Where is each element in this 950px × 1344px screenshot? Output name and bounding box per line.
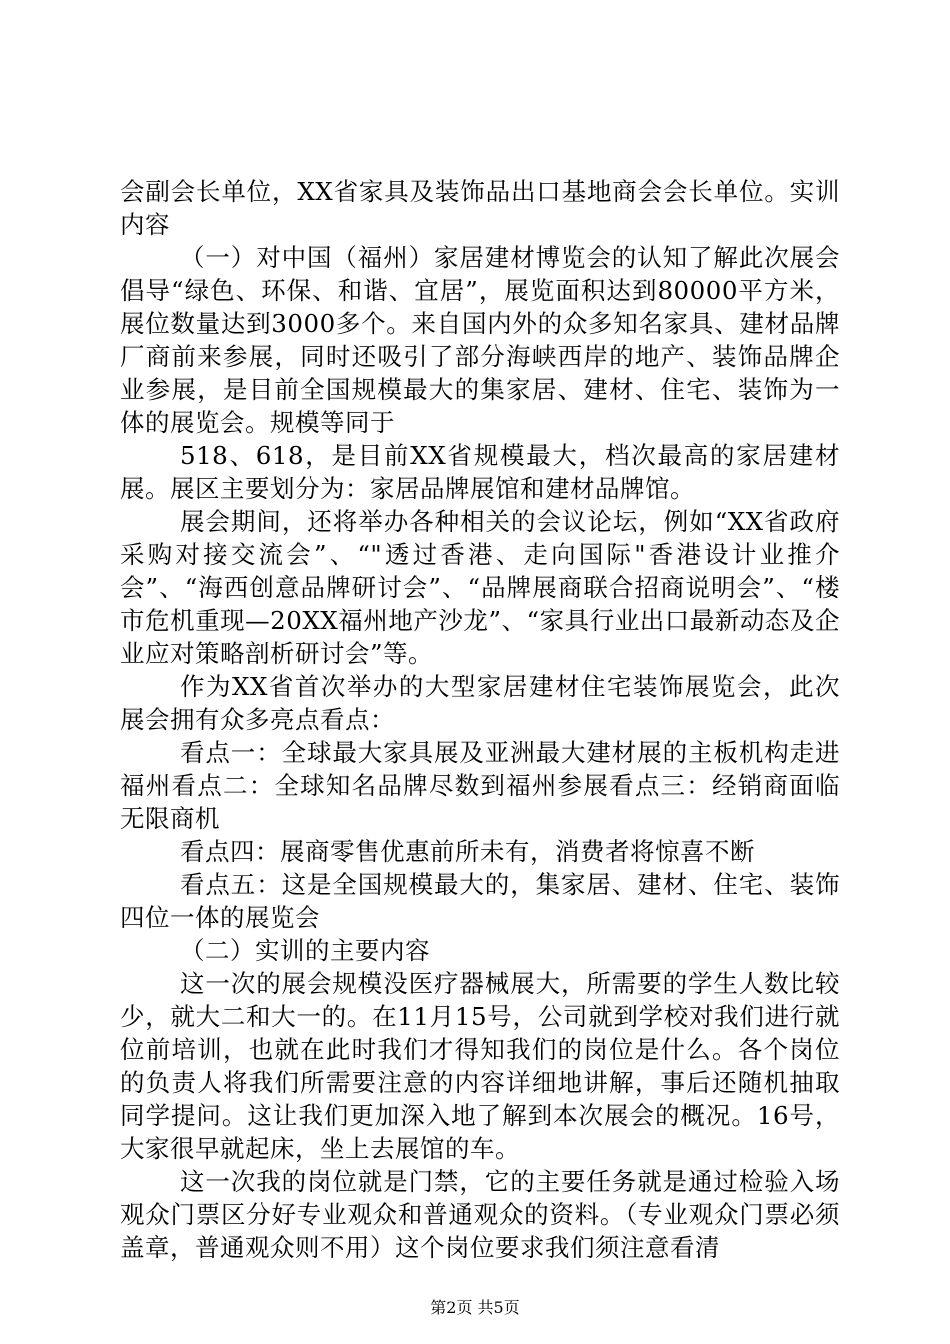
document-body [120, 175, 840, 1264]
paragraph: 看点五：这是全国规模最大的，集家居、建材、住宅、装饰四位一体的展览会 [120, 870, 840, 932]
paragraph: 展会期间，还将举办各种相关的会议论坛，例如“XX省政府采购对接交流会”、“"透过香港、走向国际"香港设计业推介会”、“海西创意品牌研讨会”、“品牌展商联合招商说明会”、“楼市危机重现—20XX福州地产沙龙”、“家具行业出口最新动态及企业应对策略剖析研讨会”等。 [120, 507, 840, 668]
paragraph: 这一次我的岗位就是门禁，它的主要任务就是通过检验入场观众门票区分好专业观众和普通观众的资料。（专业观众门票必须盖章，普通观众则不用）这个岗位要求我们须注意看清 [120, 1167, 840, 1262]
paragraph: （一）对中国（福州）家居建材博览会的认知了解此次展会倡导“绿色、环保、和谐、宜居”，展览面积达到80000平方米，展位数量达到3000多个。来自国内外的众多知名家具、建材品牌厂商前来参展，同时还吸引了部分海峡西岸的地产、装饰品牌企业参展，是目前全国规模最大的集家居、建材、住宅、装饰为一体的展览会。规模等同于 [120, 243, 840, 437]
paragraph: 看点四：展商零售优惠前所未有，消费者将惊喜不断 [180, 837, 755, 866]
section-heading: （二）实训的主要内容 [180, 936, 430, 965]
paragraph: 看点一：全球最大家具展及亚洲最大建材展的主板机构走进福州看点二：全球知名品牌尽数到福州参展看点三：经销商面临无限商机 [120, 738, 840, 833]
paragraph: 会副会长单位，XX省家具及装饰品出口基地商会会长单位。实训内容 [120, 177, 840, 239]
page-number-footer: 第2页 共5页 [430, 1298, 520, 1317]
paragraph: 518、618，是目前XX省规模最大，档次最高的家居建材展。展区主要划分为：家居品牌展馆和建材品牌馆。 [120, 441, 840, 503]
paragraph: 作为XX省首次举办的大型家居建材住宅装饰展览会，此次展会拥有众多亮点看点： [120, 672, 840, 734]
paragraph: 这一次的展会规模没医疗器械展大，所需要的学生人数比较少，就大二和大一的。在11月15号，公司就到学校对我们进行就位前培训，也就在此时我们才得知我们的岗位是什么。各个岗位的负责人将我们所需要注意的内容详细地讲解，事后还随机抽取同学提问。这让我们更加深入地了解到本次展会的概况。16号，大家很早就起床，坐上去展馆的车。 [120, 969, 840, 1163]
